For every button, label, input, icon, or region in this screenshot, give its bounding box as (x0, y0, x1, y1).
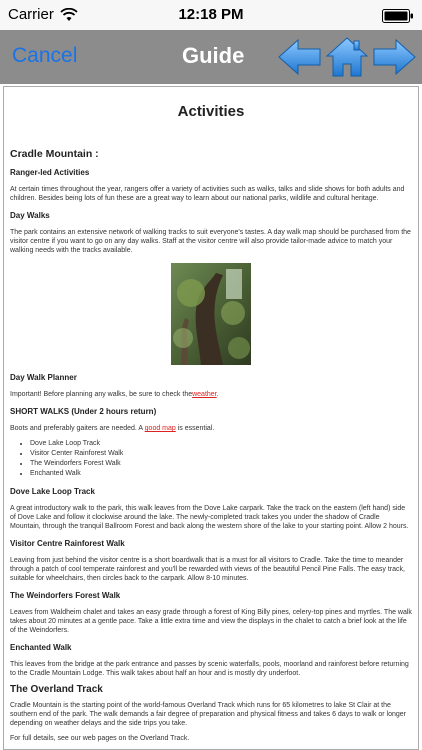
dove-lake-title: Dove Lake Loop Track (10, 487, 95, 496)
planner-text-end: . (216, 391, 219, 398)
good-map-link[interactable]: good map (144, 425, 176, 432)
list-item: • The Weindorfers Forest Walk (30, 459, 412, 469)
section-cradle-mountain: Cradle Mountain : (10, 148, 99, 160)
planner-text (10, 390, 412, 399)
enchanted-text: This leaves from the bridge at the park entrance and passes by scenic waterfalls, pools, moorland and rainforest before returning to the Cradle Mountain Lodge. This walk takes about half an hour and is mostly dry underfoot. (10, 661, 409, 677)
boots-text-end: is essential. (175, 425, 215, 432)
short-walks-title: SHORT WALKS (Under 2 hours return) (10, 407, 157, 416)
daywalks-text: The park contains an extensive network of walking tracks to suit everyone's tastes. A day walk map should be purchased from the visitor centre if you want to go on any day walks. Staff at the visitor centre will also provide tailor-made advice to match your walking needs with the tracks available. (10, 229, 411, 254)
planner-text-start: Important! Before planning any walks, be sure to check the (10, 391, 193, 398)
weindorfer-text: Leaves from Waldheim chalet and takes an easy grade through a forest of King Billy pines, celery-top pines and myrtles. The walk takes about 20 minutes at a gentle pace. Take a little extra time and view the displays in the chalet to catch a brief look at the life of the Weindorfers. (10, 609, 412, 634)
weindorfer-title: The Weindorfers Forest Walk (10, 591, 121, 600)
visitor-centre-title: Visitor Centre Rainforest Walk (10, 539, 125, 548)
ranger-text: At certain times throughout the year, rangers offer a variety of activities such as walks, talks and slide shows for both adults and children. Besides being lots of fun these are a great way to learn about our national parks, wildlife and cultural heritage. (10, 186, 405, 202)
weather-link[interactable]: weather (192, 391, 217, 398)
dove-lake-text: A great introductory walk to the park, this walk leaves from the Dove Lake carpark. Take the track on the eastern (left hand) side of Dove Lake and follow it clockwise around the lake. The newly-completed track takes you under the shadow of Cradle Mountain, through the tranquil Ballroom Forest and back along the western shore of the lake to your starting point. Allow 2 hours. (10, 505, 409, 530)
rainforest-photo (171, 263, 251, 365)
walk-list (10, 439, 412, 479)
overland-text: Cradle Mountain is the starting point of the world-famous Overland Track which runs for 65 kilometres to lake St Clair at the southern end of the park. The walk demands a fair degree of preparation and physical fitness and takes 6 days to walk or longer depending on weather delays and the side trips you take. (10, 702, 406, 727)
home-icon[interactable] (324, 34, 370, 80)
battery-icon (382, 9, 414, 23)
overland-title: The Overland Track (10, 684, 103, 695)
status-time: 12:18 PM (178, 6, 244, 23)
list-item: • Visitor Center Rainforest Walk (30, 449, 412, 459)
page-title: Activities (177, 103, 245, 120)
list-item: • Enchanted Walk (30, 469, 412, 479)
list-item: • Dove Lake Loop Track (30, 439, 412, 449)
enchanted-title: Enchanted Walk (10, 643, 72, 652)
planner-title: Day Walk Planner (10, 373, 77, 382)
cancel-button[interactable]: Cancel (12, 44, 78, 67)
boots-text-start: Boots and preferably gaiters are needed. A (10, 425, 143, 432)
status-bar (0, 0, 422, 30)
visitor-centre-text: Leaving from just behind the visitor centre is a short boardwalk that is a must for all visitors to Cradle. Take the time to meander through a patch of cool temperate rainforest and you'll be rewarded with views of the beautiful Pencil Pine Falls. The easy track, suitable for wheelchairs, then circles back to the carpark. Allow 8-10 minutes. (10, 557, 405, 582)
boots-text (10, 424, 412, 433)
guide-content[interactable] (3, 86, 419, 750)
nav-icons (276, 34, 418, 80)
forward-arrow-icon[interactable] (372, 34, 418, 80)
nav-title: Guide (182, 43, 245, 68)
ranger-title: Ranger-led Activities (10, 168, 90, 177)
daywalks-title: Day Walks (10, 211, 50, 220)
full-details-text: For full details, see our web pages on the Overland Track. (10, 735, 190, 742)
nav-bar (0, 30, 422, 84)
carrier-label: Carrier (8, 6, 54, 23)
back-arrow-icon[interactable] (276, 34, 322, 80)
